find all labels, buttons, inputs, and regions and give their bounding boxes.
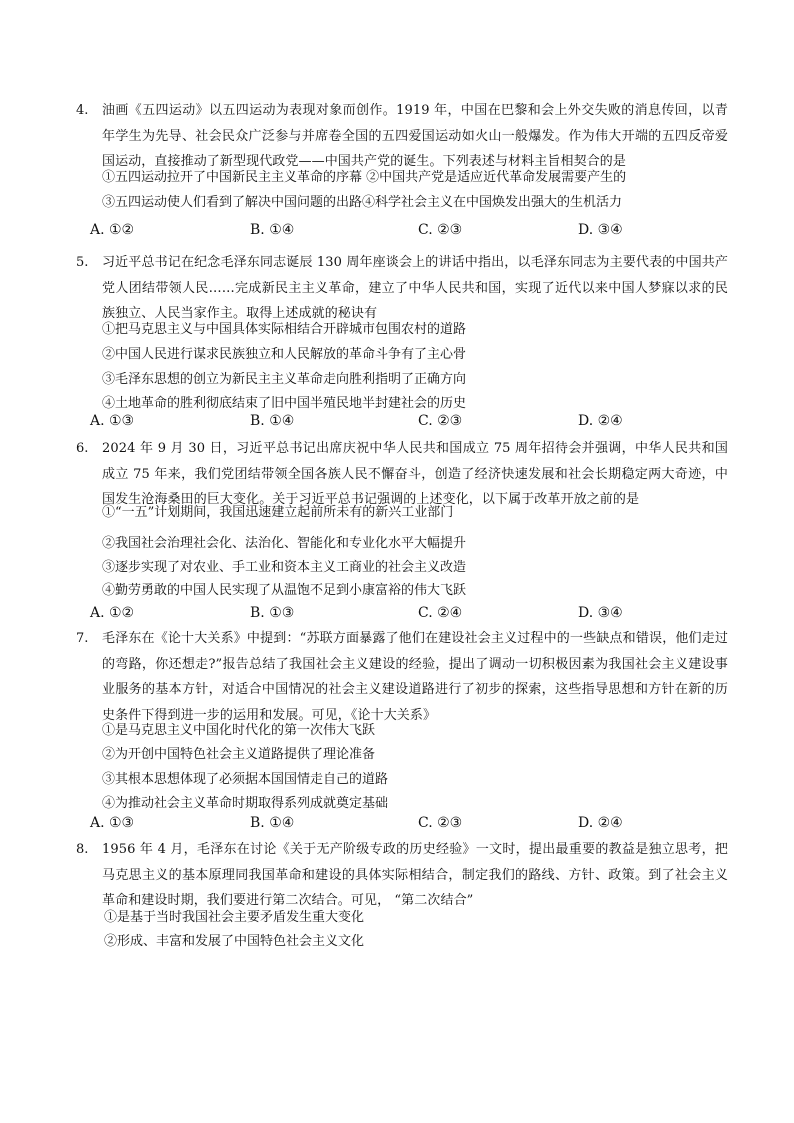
choice-c[interactable]: C. ②③ (418, 413, 463, 429)
question-number: 4. (76, 103, 89, 118)
choice-c[interactable]: C. ②④ (418, 605, 463, 621)
choice-c[interactable]: C. ②③ (418, 815, 463, 831)
choice-d[interactable]: D. ③④ (578, 222, 623, 238)
statement-line: ②我国社会治理社会化、法治化、智能化和专业化水平大幅提升 (102, 536, 467, 551)
statement-line: ③其根本思想体现了必须据本国国情走自己的道路 (102, 772, 389, 787)
statement-line: ④土地革命的胜利彻底结束了旧中国半殖民地半封建社会的历史 (102, 396, 467, 411)
choice-d[interactable]: D. ③④ (578, 605, 623, 621)
choice-c[interactable]: C. ②③ (418, 222, 463, 238)
statement-line: ③毛泽东思想的创立为新民主主义革命走向胜利指明了正确方向 (102, 372, 467, 387)
statement-line: ②中国人民进行谋求民族独立和人民解放的革命斗争有了主心骨 (102, 347, 467, 362)
choice-d[interactable]: D. ②④ (578, 413, 623, 429)
choice-a[interactable]: A. ①② (90, 605, 135, 621)
question-8 (76, 837, 728, 957)
statement-line: ③逐步实现了对农业、手工业和资本主义工商业的社会主义改造 (102, 560, 467, 575)
statement-line: ③五四运动使人们看到了解决中国问题的出路④科学社会主义在中国焕发出强大的生机活力 (102, 195, 623, 210)
answer-choices (90, 810, 730, 836)
question-stem: 1956 年 4 月，毛泽东在讨论《关于无产阶级专政的历史经验》一文时，提出最重要的教益是独立思考，把马克思主义的基本原理同我国革命和建设的具体实际相结合，制定我们的路线、方针、政策。到了社会主义革命和建设时期，我们要进行第二次结合。可见， “第二次结合” (102, 842, 728, 908)
statement-line: ①是基于当时我国社会主要矛盾发生重大变化 (104, 910, 365, 925)
question-stem: 油画《五四运动》以五四运动为表现对象而创作。1919 年，中国在巴黎和会上外交失败的消息传回，以青年学生为先导、社会民众广泛参与并席卷全国的五四爱国运动如火山一般爆发。作为伟大开端的五四反帝爱国运动，直接推动了新型现代政党——中国共产党的诞生。下列表述与材料主旨相契合的是 (102, 103, 728, 169)
statement-line: ①把马克思主义与中国具体实际相结合开辟城市包围农村的道路 (102, 322, 467, 337)
statement-line: ①是马克思主义中国化时代化的第一次伟大飞跃 (102, 723, 376, 738)
question-stem: 习近平总书记在纪念毛泽东同志诞辰 130 周年座谈会上的讲话中指出，以毛泽东同志为主要代表的中国共产党人团结带领人民……完成新民主主义革命，建立了中华人民共和国，实现了近代以来中国人梦寐以求的民族独立、人民当家作主。取得上述成就的秘诀有 (102, 255, 728, 321)
choice-a[interactable]: A. ①③ (90, 815, 135, 831)
statement-line: ②形成、丰富和发展了中国特色社会主义文化 (104, 934, 365, 949)
question-7 (76, 626, 728, 836)
statement-line: ①五四运动拉开了中国新民主主义革命的序幕 ②中国共产党是适应近代革命发展需要产生的 (102, 170, 627, 185)
answer-choices (90, 408, 730, 434)
statement-line: ④勤劳勇敢的中国人民实现了从温饱不足到小康富裕的伟大飞跃 (102, 583, 467, 598)
question-number: 5. (76, 255, 89, 270)
choice-b[interactable]: B. ①③ (250, 605, 295, 621)
choice-b[interactable]: B. ①④ (250, 413, 295, 429)
question-6 (76, 436, 728, 626)
choice-b[interactable]: B. ①④ (250, 222, 295, 238)
question-number: 7. (76, 631, 89, 646)
question-number: 6. (76, 441, 89, 456)
answer-choices (90, 217, 730, 243)
statement-line: ②为开创中国特色社会主义道路提供了理论准备 (102, 747, 376, 762)
question-number: 8. (76, 842, 89, 857)
choice-a[interactable]: A. ①③ (90, 413, 135, 429)
question-4 (76, 98, 728, 246)
question-stem: 2024 年 9 月 30 日，习近平总书记出席庆祝中华人民共和国成立 75 周年招待会并强调，中华人民共和国成立 75 年来，我们党团结带领全国各族人民不懈奋斗，创造了经济快速发展和社会长期稳定两大奇迹，中国发生沧海桑田的巨大变化。关于习近平总书记强调的上述变化，以下属于改革开放之前的是 (102, 441, 728, 507)
choice-a[interactable]: A. ①② (90, 222, 135, 238)
statement-line: ①“一五”计划期间，我国迅速建立起前所未有的新兴工业部门 (102, 505, 454, 520)
choice-b[interactable]: B. ①④ (250, 815, 295, 831)
choice-d[interactable]: D. ②④ (578, 815, 623, 831)
answer-choices (90, 600, 730, 626)
question-stem: 毛泽东在《论十大关系》中提到：“苏联方面暴露了他们在建设社会主义过程中的一些缺点和错误，他们走过的弯路，你还想走?”报告总结了我国社会主义建设的经验，提出了调动一切积极因素为我国社会主义建设事业服务的基本方针，对适合中国情况的社会主义建设道路进行了初步的探索，这些指导思想和方针在新的历史条件下得到进一步的运用和发展。可见，《论十大关系》 (102, 631, 728, 723)
question-5 (76, 250, 728, 434)
statement-line: ④为推动社会主义革命时期取得系列成就奠定基础 (102, 796, 389, 811)
